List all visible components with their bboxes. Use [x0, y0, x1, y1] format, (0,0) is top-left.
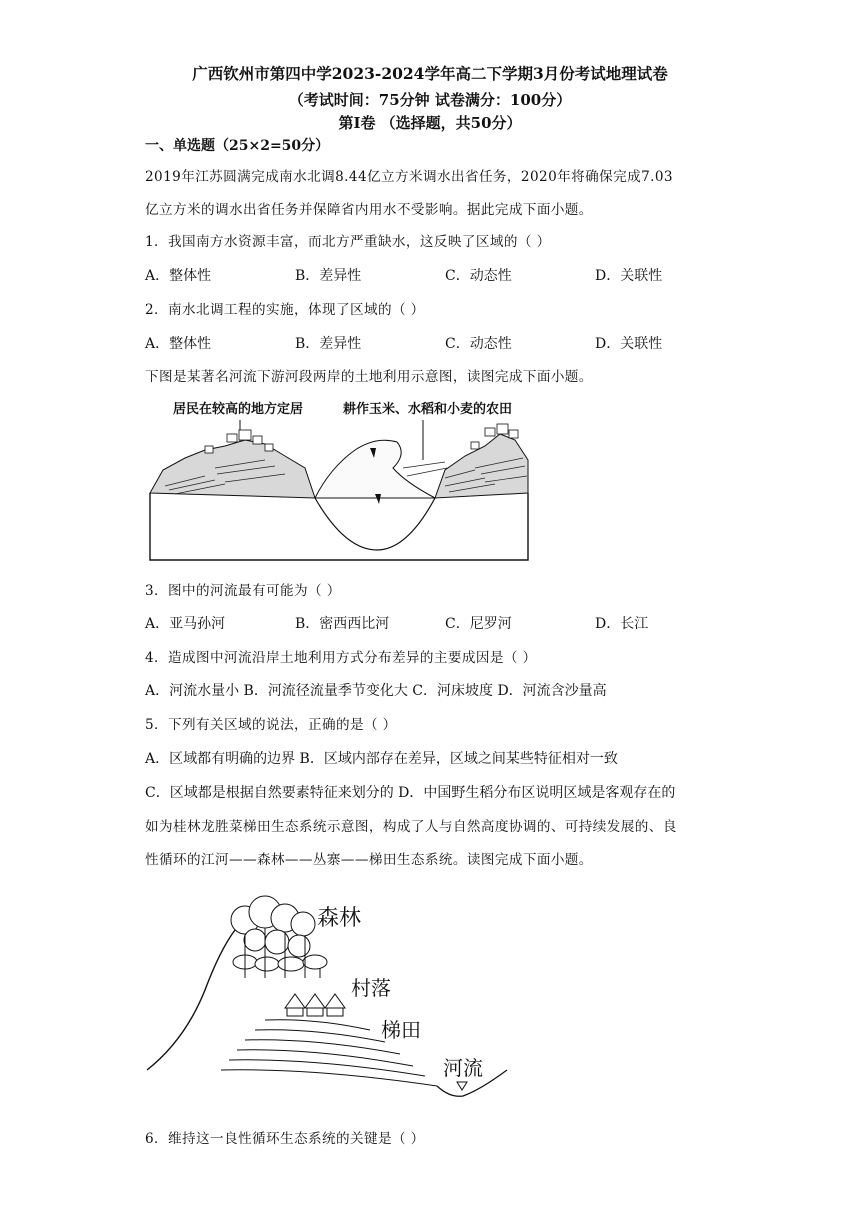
- volume-heading: 第I卷 （选择题，共50分）: [338, 114, 522, 132]
- exam-info: （考试时间：75分钟 试卷满分：100分）: [288, 91, 572, 109]
- passage-1-line-1: 2019年江苏圆满完成南水北调8.44亿立方米调水出省任务，2020年将确保完成7.03: [145, 169, 673, 185]
- passage-2: 下图是某著名河流下游河段两岸的土地利用示意图，读图完成下面小题。: [145, 369, 593, 385]
- label-village: 村落: [351, 976, 391, 1000]
- question-2-stem: 2．南水北调工程的实施，体现了区域的（ ）: [145, 302, 425, 318]
- question-1-option-c: C．动态性: [445, 268, 512, 284]
- question-6-stem: 6．维持这一良性循环生态系统的关键是（ ）: [145, 1131, 425, 1147]
- question-2-option-d: D．关联性: [595, 336, 663, 352]
- passage-1-line-2: 亿立方米的调水出省任务并保障省内用水不受影响。据此完成下面小题。: [145, 202, 593, 218]
- exam-title: 广西钦州市第四中学2023-2024学年高二下学期3月份考试地理试卷: [192, 64, 668, 83]
- question-3-option-b: B．密西西比河: [295, 616, 390, 632]
- question-5-stem: 5．下列有关区域的说法，正确的是（ ）: [145, 717, 397, 733]
- label-terrace: 梯田: [381, 1018, 421, 1042]
- question-1-option-b: B．差异性: [295, 268, 362, 284]
- terrace-ecosystem-figure: [145, 890, 515, 1100]
- question-2-option-b: B．差异性: [295, 336, 362, 352]
- river-block-diagram: [145, 398, 535, 564]
- question-1-option-a: A．整体性: [145, 268, 212, 284]
- question-3-option-d: D．长江: [595, 616, 649, 632]
- label-forest: 森林: [317, 906, 362, 931]
- section-heading: 一、单选题（25×2=50分）: [145, 138, 330, 154]
- figure-1-label-settlement: 居民在较高的地方定居: [173, 402, 304, 417]
- question-3-option-c: C．尼罗河: [445, 616, 512, 632]
- river-land-use-figure: [145, 398, 535, 564]
- label-river: 河流: [443, 1056, 483, 1080]
- passage-3-line-1: 如为桂林龙胜菜梯田生态系统示意图，构成了人与自然高度协调的、可持续发展的、良: [145, 819, 677, 835]
- question-5-options-cd: C．区域都是根据自然要素特征来划分的 D．中国野生稻分布区说明区域是客观存在的: [145, 785, 676, 801]
- question-1-stem: 1．我国南方水资源丰富，而北方严重缺水，这反映了区域的（ ）: [145, 234, 551, 250]
- passage-3-line-2: 性循环的江河——森林——丛寨——梯田生态系统。读图完成下面小题。: [145, 852, 593, 868]
- question-2-option-a: A．整体性: [145, 336, 212, 352]
- question-4-stem: 4．造成图中河流沿岸土地利用方式分布差异的主要成因是（ ）: [145, 650, 537, 666]
- question-5-options-ab: A．区域都有明确的边界 B．区域内部存在差异，区域之间某些特征相对一致: [145, 751, 618, 767]
- question-3-option-a: A．亚马孙河: [145, 616, 226, 632]
- figure-1-label-farmland: 耕作玉米、水稻和小麦的农田: [343, 402, 513, 417]
- question-2-option-c: C．动态性: [445, 336, 512, 352]
- question-1-option-d: D．关联性: [595, 268, 663, 284]
- question-4-options: A．河流水量小 B．河流径流量季节变化大 C．河床坡度 D．河流含沙量高: [145, 683, 607, 699]
- question-3-stem: 3．图中的河流最有可能为（ ）: [145, 583, 341, 599]
